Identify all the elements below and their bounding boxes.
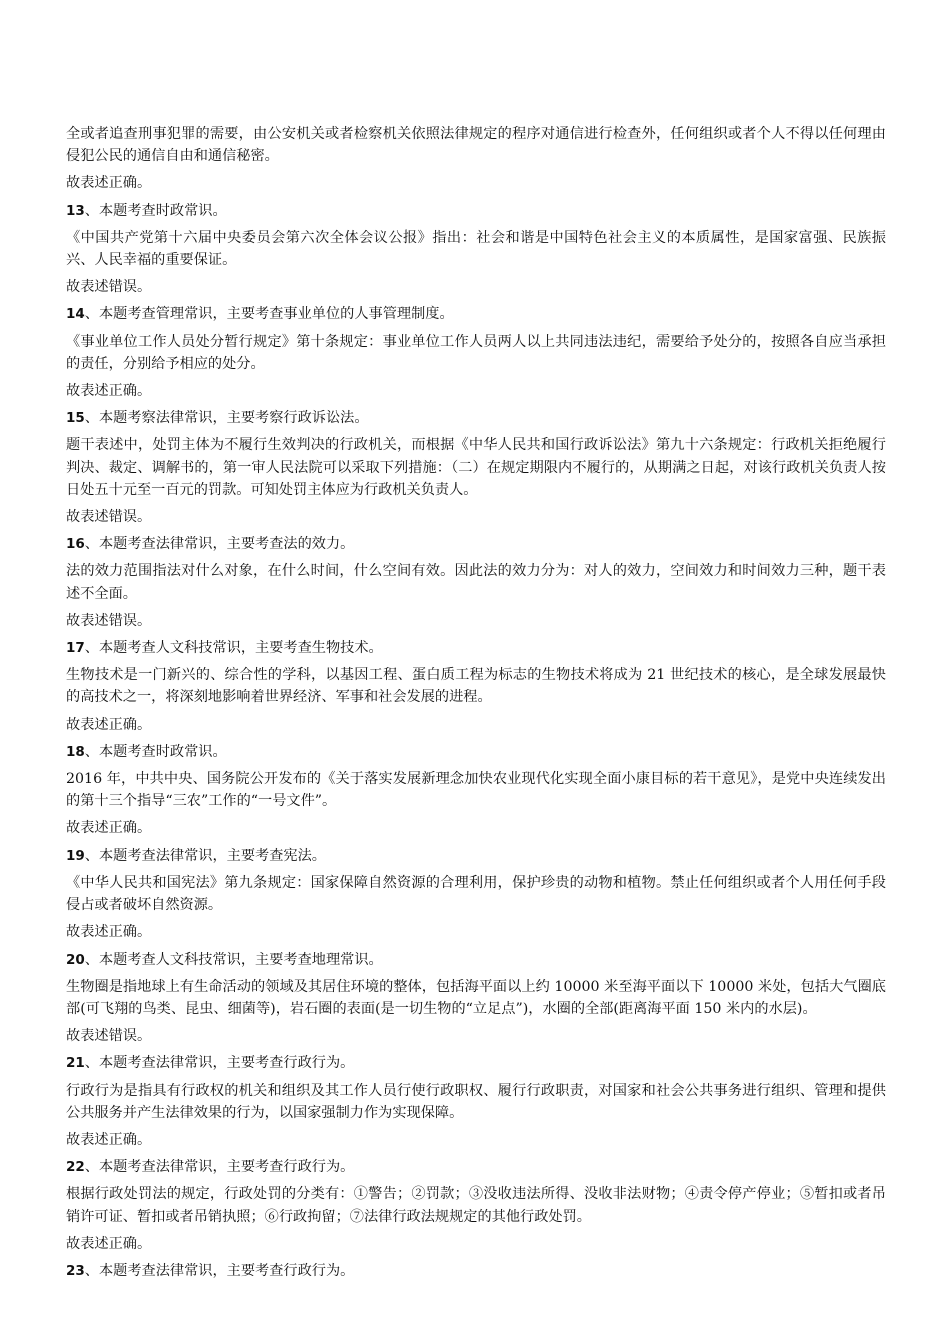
verdict-text: 故表述错误。 [66,612,152,629]
explanation-paragraph: 行政行为是指具有行政权的机关和组织及其工作人员行使行政职权、履行行政职责，对国家和社会公共事务进行组织、管理和提供公共服务并产生法律效果的行为，以国家强制力作为实现保障。 [66,1082,886,1121]
verdict-text: 故表述正确。 [66,716,152,733]
question-topic: 、本题考察法律常识，主要考察行政诉讼法。 [84,410,369,427]
verdict-text: 故表述错误。 [66,279,152,296]
question-heading-20 [66,949,886,971]
explanation-paragraph: 《中华人民共和国宪法》第九条规定：国家保障自然资源的合理利用，保护珍贵的动物和植物。禁止任何组织或者个人用任何手段侵占或者破坏自然资源。 [66,874,886,914]
question-topic: 、本题考查法律常识，主要考查行政行为。 [84,1262,355,1279]
question-number: 15 [66,410,85,427]
question-heading-17 [66,637,886,659]
question-number: 13 [66,202,85,219]
question-heading-18 [66,741,886,763]
verdict-text: 故表述错误。 [66,509,152,526]
question-heading-21 [66,1052,886,1074]
question-topic: 、本题考查管理常识，主要考查事业单位的人事管理制度。 [84,306,454,323]
question-number: 17 [66,640,85,657]
explanation-paragraph: 法的效力范围指法对什么对象，在什么时间，什么空间有效。因此法的效力分为：对人的效力，空间效力和时间效力三种，题干表述不全面。 [66,563,886,602]
question-topic: 、本题考查法律常识，主要考查法的效力。 [84,536,355,553]
explanation-paragraph: 根据行政处罚法的规定，行政处罚的分类有：①警告；②罚款；③没收违法所得、没收非法财物；④责令停产停业；⑤暂扣或者吊销许可证、暂扣或者吊销执照；⑥行政拘留；⑦法律行政法规规定的其他行政处罚。 [66,1186,886,1225]
verdict-text: 故表述正确。 [66,1235,152,1252]
explanation-paragraph: 生物圈是指地球上有生命活动的领域及其居住环境的整体，包括海平面以上约 10000 米至海平面以下 10000 米处，包括大气圈底部(可飞翔的鸟类、昆虫、细菌等)，岩石圈的表面(是一切生物的“立足点”)，水圈的全部(距离海平面 150 米内的水层)。 [66,978,886,1017]
question-heading-19 [66,845,886,867]
question-topic: 、本题考查人文科技常识，主要考查地理常识。 [84,951,383,968]
question-heading-14 [66,303,886,325]
explanation-paragraph: 2016 年，中共中央、国务院公开发布的《关于落实发展新理念加快农业现代化实现全面小康目标的若干意见》，是党中央连续发出的第十三个指导“三农”工作的“一号文件”。 [66,771,886,810]
explanation-paragraph: 《中国共产党第十六届中央委员会第六次全体会议公报》指出：社会和谐是中国特色社会主义的本质属性，是国家富强、民族振兴、人民幸福的重要保证。 [66,229,886,269]
question-heading-16 [66,533,886,555]
question-number: 19 [66,847,85,864]
question-topic: 、本题考查法律常识，主要考查行政行为。 [84,1055,355,1072]
verdict-text: 故表述正确。 [66,383,152,400]
question-number: 16 [66,536,85,553]
question-topic: 、本题考查人文科技常识，主要考查生物技术。 [84,640,383,657]
question-number: 22 [66,1159,85,1176]
verdict-text: 故表述正确。 [66,1131,152,1148]
question-heading-15 [66,407,886,429]
explanation-paragraph: 题干表述中，处罚主体为不履行生效判决的行政机关，而根据《中华人民共和国行政诉讼法》第九十六条规定：行政机关拒绝履行判决、裁定、调解书的，第一审人民法院可以采取下列措施：（二）在规定期限内不履行的，从期满之日起，对该行政机关负责人按日处五十元至一百元的罚款。可知处罚主体应为行政机关负责人。 [66,437,886,498]
document-page [66,123,886,1282]
verdict-text: 故表述正确。 [66,820,152,837]
question-number: 18 [66,743,85,760]
question-number: 23 [66,1262,85,1279]
question-topic: 、本题考查时政常识。 [84,743,227,760]
question-number: 20 [66,951,85,968]
question-topic: 、本题考查法律常识，主要考查行政行为。 [84,1159,355,1176]
question-heading-22 [66,1156,886,1178]
question-topic: 、本题考查时政常识。 [84,202,227,219]
question-number: 14 [66,306,85,323]
verdict-text: 故表述错误。 [66,1028,152,1045]
verdict-text: 故表述正确。 [66,175,152,192]
question-heading-13 [66,200,886,222]
question-heading-23 [66,1260,886,1282]
question-topic: 、本题考查法律常识，主要考查宪法。 [84,847,326,864]
explanation-paragraph: 《事业单位工作人员处分暂行规定》第十条规定：事业单位工作人员两人以上共同违法违纪，需要给予处分的，按照各自应当承担的责任，分别给予相应的处分。 [66,333,886,372]
verdict-text: 故表述正确。 [66,924,152,941]
explanation-paragraph: 生物技术是一门新兴的、综合性的学科，以基因工程、蛋白质工程为标志的生物技术将成为 21 世纪技术的核心，是全球发展最快的高技术之一，将深刻地影响着世界经济、军事和社会发展的进程。 [66,667,886,706]
question-number: 21 [66,1055,85,1072]
paragraph-continued: 全或者追查刑事犯罪的需要，由公安机关或者检察机关依照法律规定的程序对通信进行检查外，任何组织或者个人不得以任何理由侵犯公民的通信自由和通信秘密。 [66,126,886,165]
